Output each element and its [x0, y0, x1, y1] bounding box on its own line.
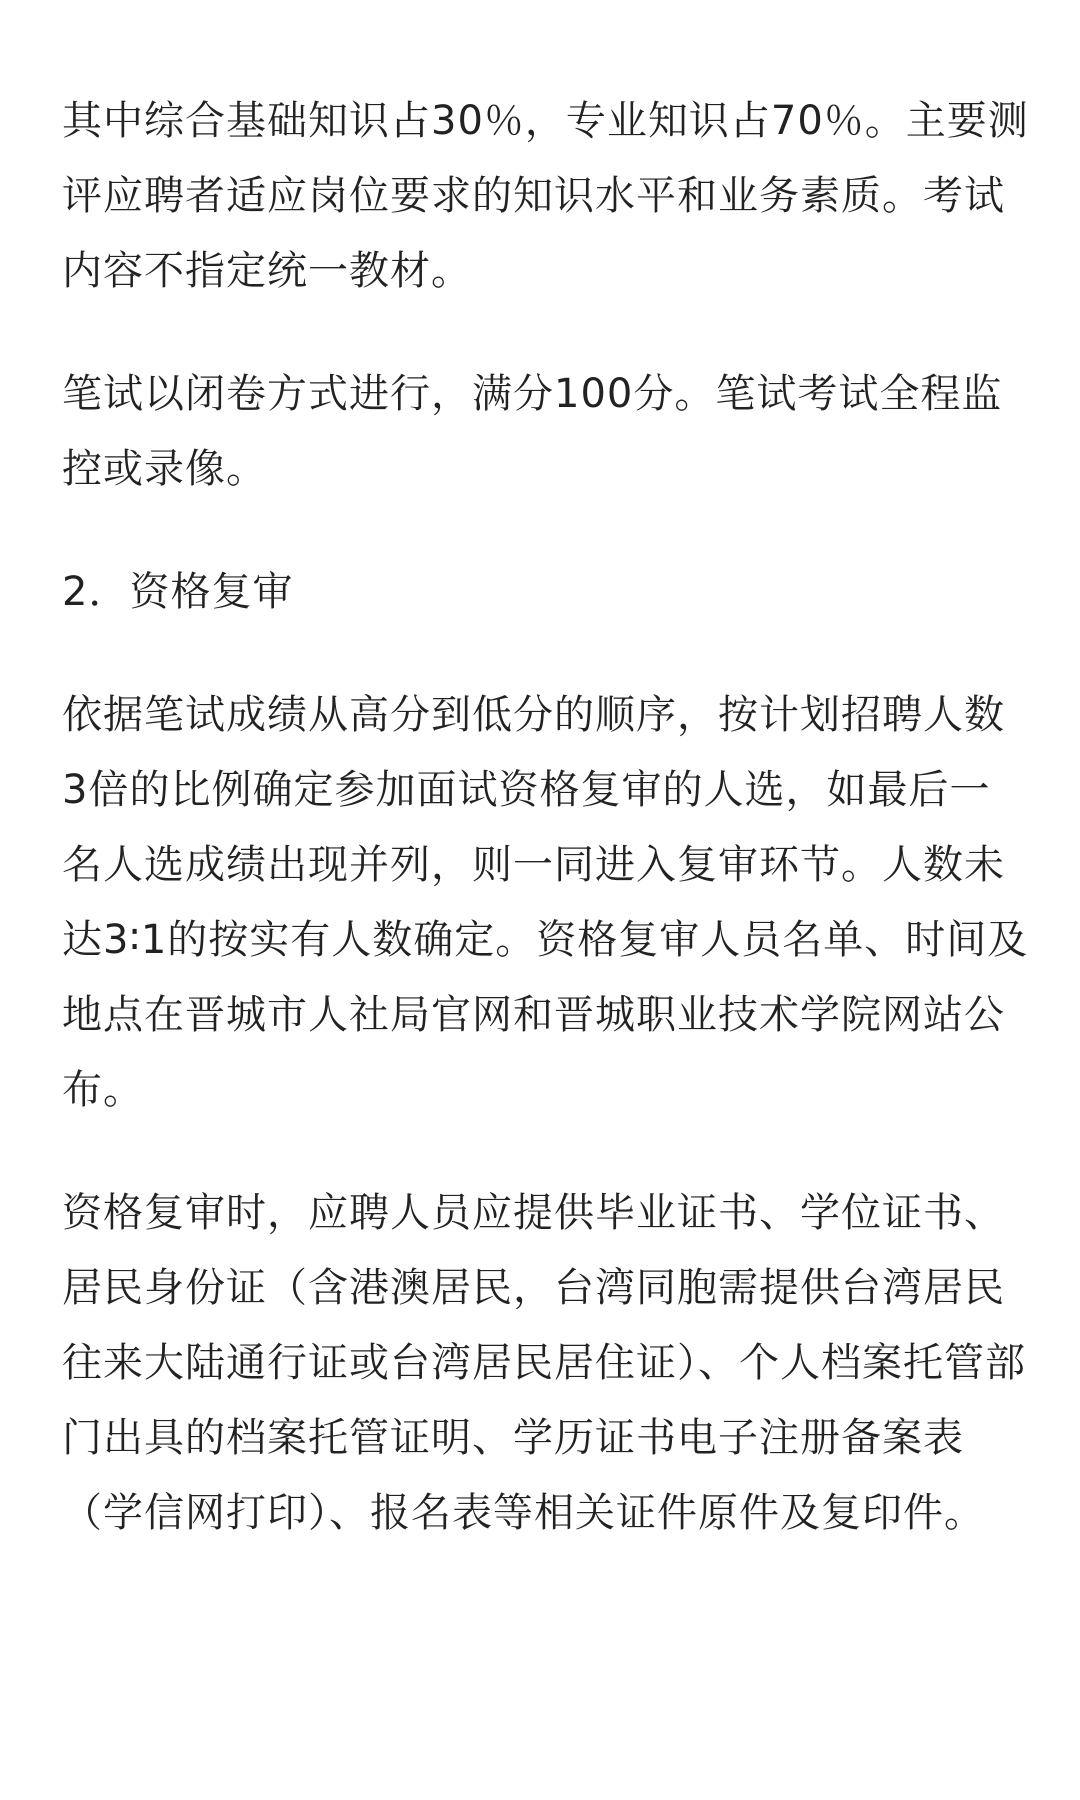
paragraph-written-exam: 笔试以闭卷方式进行，满分100分。笔试考试全程监控或录像。: [62, 371, 1003, 492]
paragraph-review-selection: 依据笔试成绩从高分到低分的顺序，按计划招聘人数3倍的比例确定参加面试资格复审的人选，如最后一名人选成绩出现并列，则一同进入复审环节。人数未达3∶1的按实有人数确定。资格复审人员名单、时间及地点在晋城市人社局官网和晋城职业技术学院网站公布。: [62, 692, 1029, 1113]
paragraph-exam-content: 其中综合基础知识占30％，专业知识占70％。主要测评应聘者适应岗位要求的知识水平和业务素质。考试内容不指定统一教材。: [62, 98, 1029, 294]
section-heading-qualification-review: 2．资格复审: [62, 569, 294, 615]
article-body: [62, 84, 1030, 1599]
paragraph-review-documents: 资格复审时，应聘人员应提供毕业证书、学位证书、居民身份证（含港澳居民，台湾同胞需提供台湾居民往来大陆通行证或台湾居民居住证）、个人档案托管部门出具的档案托管证明、学历证书电子注册备案表（学信网打印）、报名表等相关证件原件及复印件。: [62, 1190, 1026, 1536]
